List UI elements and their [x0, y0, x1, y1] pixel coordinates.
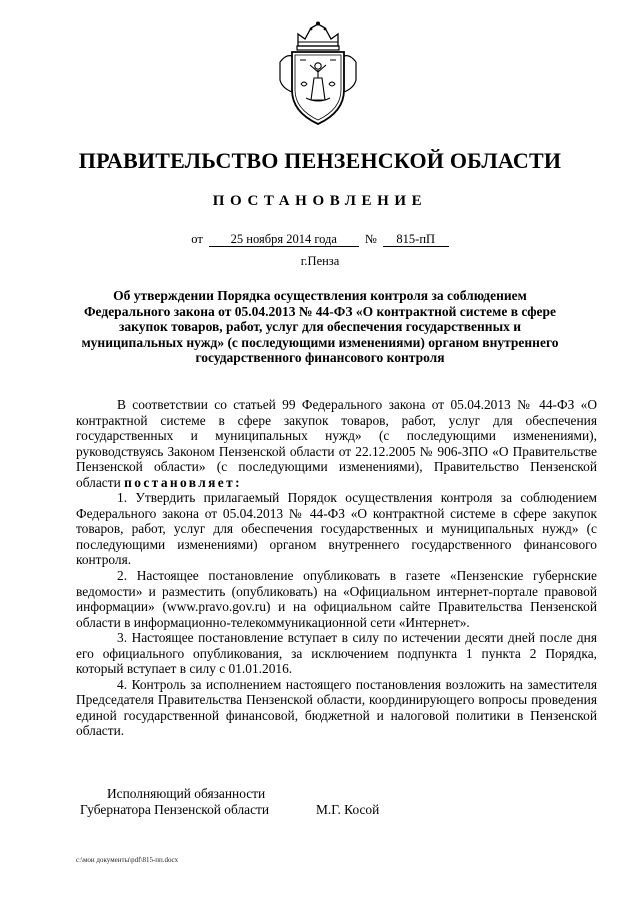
document-type: ПОСТАНОВЛЕНИЕ [212, 193, 428, 209]
preamble-paragraph [76, 397, 597, 490]
government-title: ПРАВИТЕЛЬСТВО ПЕНЗЕНСКОЙ ОБЛАСТИ [78, 148, 562, 173]
city: г.Пенза [300, 254, 340, 268]
document-date: 25 ноября 2014 года [209, 233, 359, 247]
item-1: 1. Утвердить прилагаемый Порядок осуществления контроля за соблюдением Федерального закона от 05.04.2013 № 44-ФЗ «О контрактной системе в сфере закупок товаров, работ, услуг для обеспечения государственных и муниципальных нужд» (с последующими изменениями) органом внутреннего государственного финансового контроля. [76, 490, 597, 568]
file-path-footer: c:\мои документы\pdf\815-пп.docx [76, 856, 179, 864]
document-body [76, 397, 597, 739]
signatory-position-line1: Исполняющий обязанности [107, 786, 266, 801]
date-number-line [0, 232, 640, 247]
document-number: 815-пП [383, 233, 449, 247]
preamble-text: В соответствии со статьей 99 Федерального закона от 05.04.2013 № 44-ФЗ «О контрактной системе в сфере закупок товаров, работ, услуг для обеспечения государственных и муниципальных нужд» (с последующими изменениями), руководствуясь Законом Пензенской области от 22.12.2005 № 906-ЗПО «О Правительстве Пензенской области» (с последующими изменениями), Правительство Пензенской области [76, 397, 597, 490]
date-prefix: от [191, 232, 203, 246]
item-2: 2. Настоящее постановление опубликовать в газете «Пензенские губернские ведомости» и разместить (опубликовать) на «Официальном интернет-портале правовой информации» (www.pravo.gov.ru) и на официальном сайте Правительства Пензенской области в информационно-телекоммуникационной сети «Интернет». [76, 568, 597, 630]
document-subject: Об утверждении Порядка осуществления контроля за соблюдением Федерального закона от 05.04.2013 № 44-ФЗ «О контрактной системе в сфере закупок товаров, работ, услуг для обеспечения государственных и муниципальных нужд» (с последующими изменениями) органом внутреннего государственного финансового контроля [81, 288, 559, 366]
number-prefix: № [364, 232, 377, 246]
coat-of-arms-icon [276, 20, 360, 130]
signatory-position-line2: Губернатора Пензенской области [80, 802, 270, 817]
signatory-name: М.Г. Косой [316, 802, 380, 817]
item-4: 4. Контроль за исполнением настоящего постановления возложить на заместителя Председателя Правительства Пензенской области, координирующего вопросы проведения единой государственной финансовой, бюджетной и налоговой политики в Пензенской области. [76, 676, 597, 739]
resolves-word: постановляет: [124, 474, 242, 490]
item-3: 3. Настоящее постановление вступает в силу по истечении десяти дней после дня его официального опубликования, за исключением подпункта 1 пункта 2 Порядка, который вступает в силу с 01.01.2016. [76, 630, 597, 677]
